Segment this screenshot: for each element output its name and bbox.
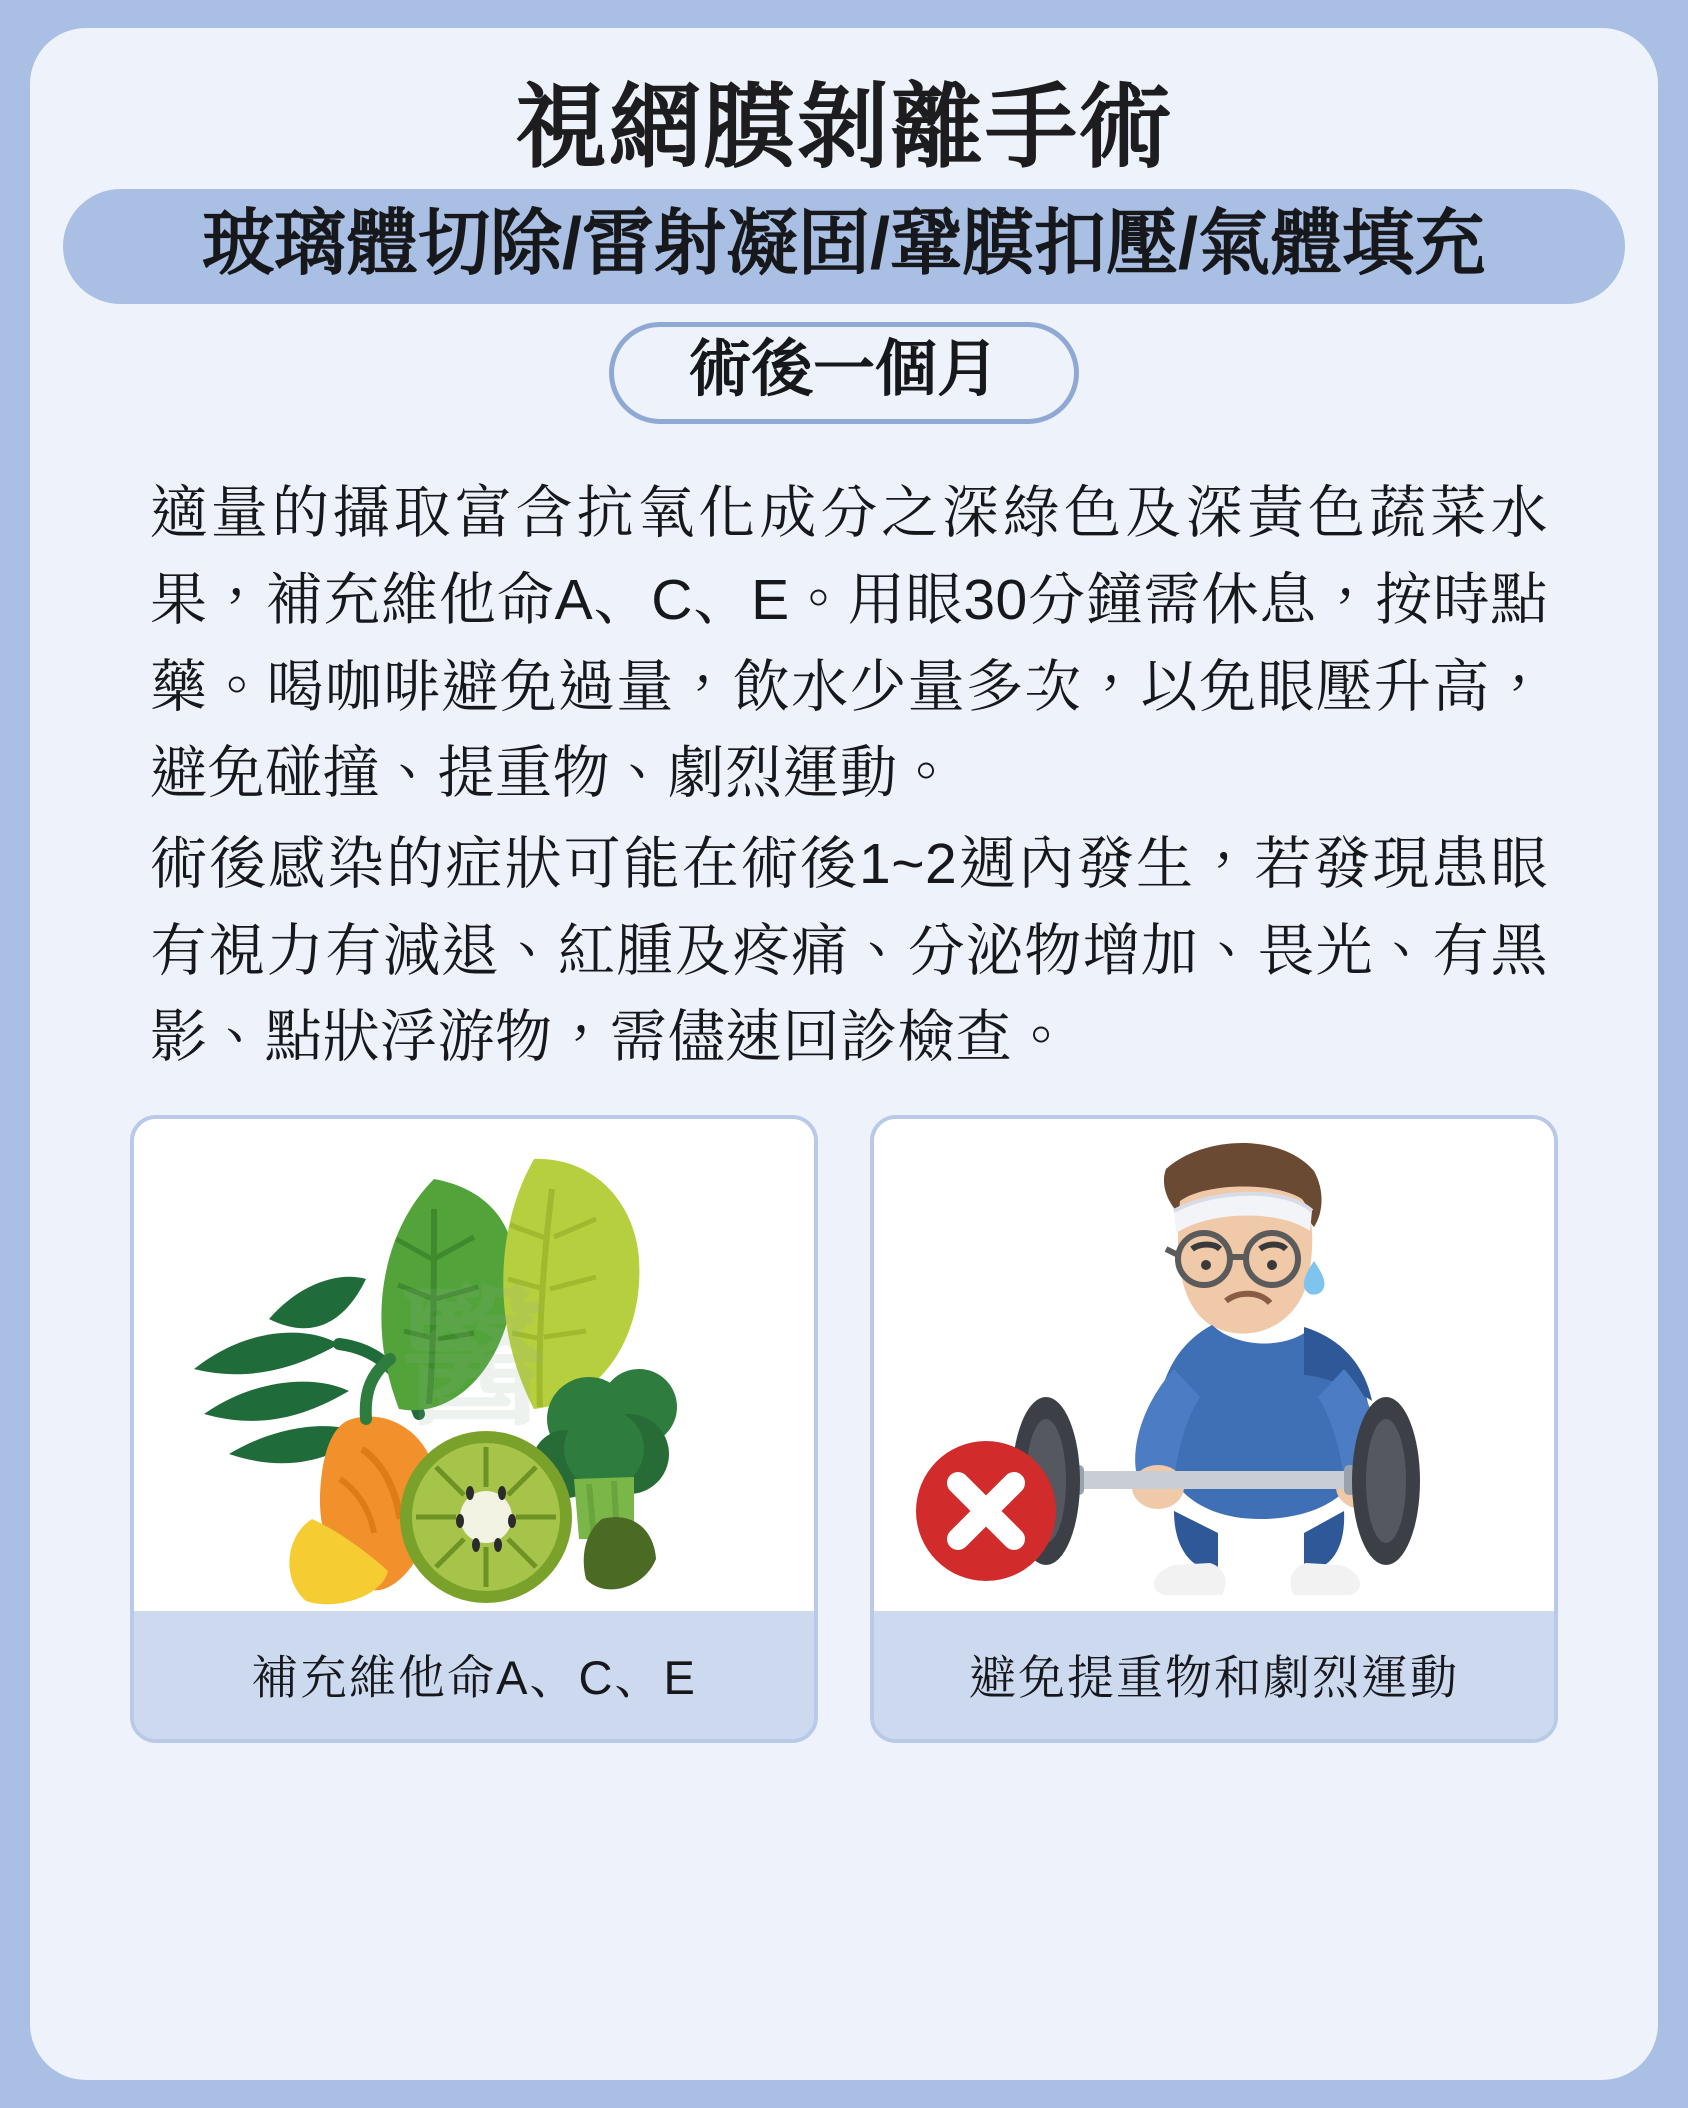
procedure-pill-label: 玻璃體切除/雷射凝固/鞏膜扣壓/氣體填充	[201, 204, 1486, 285]
body-paragraph-1: 適量的攝取富含抗氧化成分之深綠色及深黃色蔬菜水果，補充維他命A、C、E。用眼30分鐘需休息，按時點藥。喝咖啡避免過量，飲水少量多次，以免眼壓升高，避免碰撞、提重物、劇烈運動。	[150, 481, 1548, 806]
card-no-lifting	[870, 1115, 1558, 1743]
procedure-pill	[63, 189, 1626, 304]
body-text	[150, 470, 1548, 1080]
period-pill-label: 術後一個月	[688, 334, 999, 404]
prohibited-x-icon	[916, 1441, 1056, 1581]
period-pill	[609, 322, 1079, 424]
card-no-lifting-caption: 避免提重物和劇烈運動	[874, 1611, 1554, 1739]
poster-card	[30, 28, 1658, 2080]
vegetables-fruits-icon	[134, 1119, 814, 1611]
page-title: 視網膜剝離手術	[514, 77, 1173, 179]
card-vitamins-caption: 補充維他命A、C、E	[134, 1611, 814, 1739]
illustration-cards	[30, 1115, 1658, 1743]
man-lifting-barbell-prohibited-icon	[874, 1119, 1554, 1611]
body-paragraph-2: 術後感染的症狀可能在術後1~2週內發生，若發現患眼有視力有減退、紅腫及疼痛、分泌物增加、畏光、有黑影、點狀浮游物，需儘速回診檢查。	[150, 831, 1548, 1070]
card-vitamins	[130, 1115, 818, 1743]
